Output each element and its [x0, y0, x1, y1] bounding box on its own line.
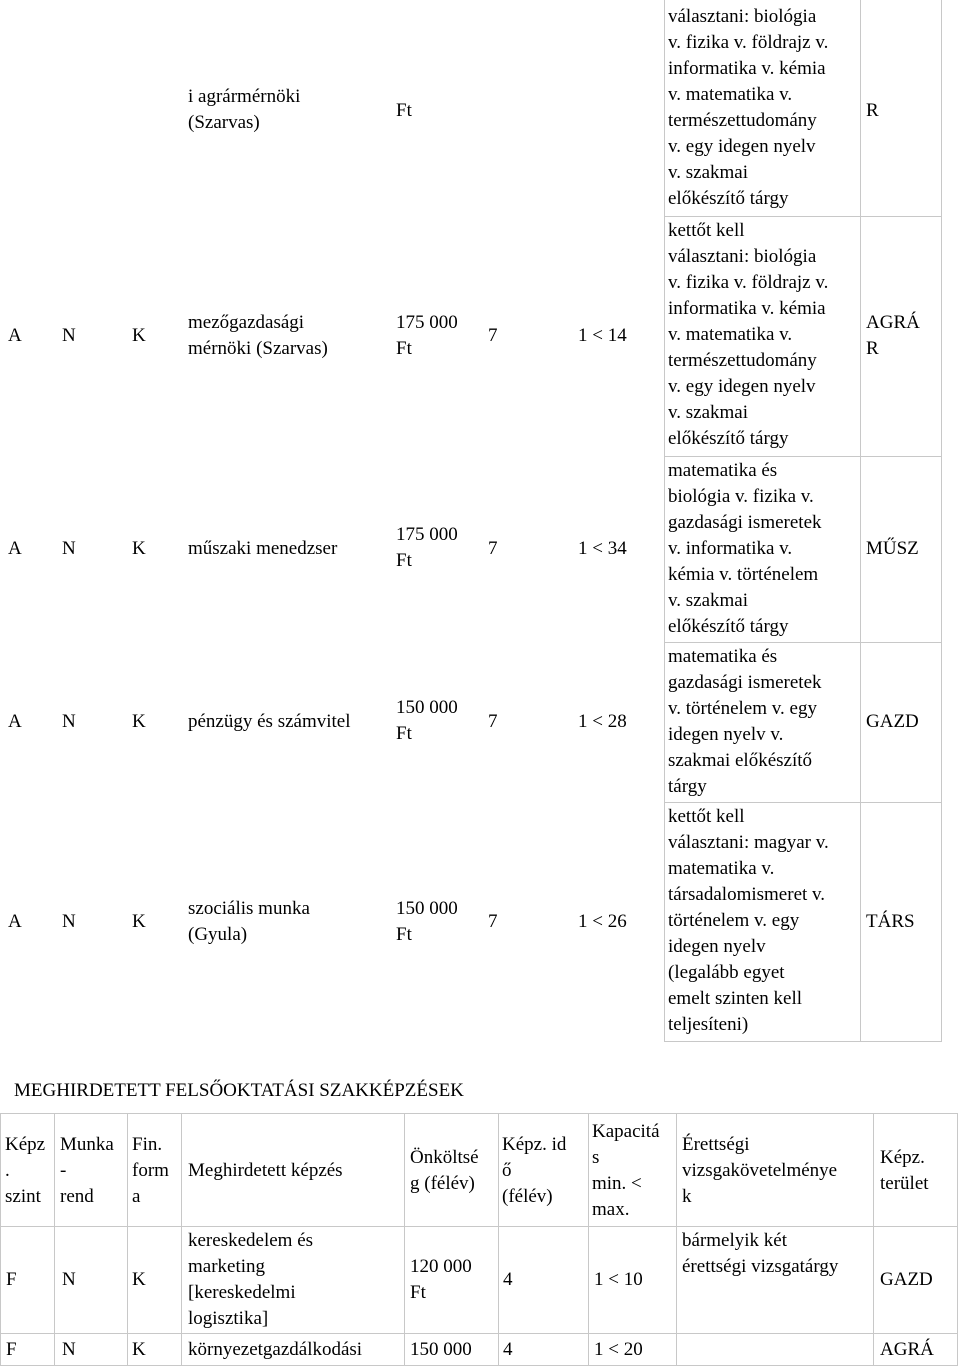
program-name: műszaki menedzser	[188, 538, 338, 559]
duration-semesters: 7	[488, 911, 498, 932]
header-schedule: Munka - rend	[60, 1134, 114, 1207]
exam-requirements: választani: biológia v. fizika v. földrajz v. informatika v. kémia v. matematika v. természettudomány v. egy idegen nyelv v. szakmai előkészítő tárgy	[668, 6, 829, 209]
header-tuition: Önköltsé g (félév)	[410, 1147, 479, 1194]
lower-header-divider	[0, 1226, 958, 1227]
level-code: A	[8, 911, 22, 932]
header-level: Képz . szint	[5, 1134, 46, 1207]
schedule-code: N	[62, 1269, 76, 1290]
exam-requirements: matematika és gazdasági ismeretek v. történelem v. egy idegen nyelv v. szakmai előkészítő tárgy	[668, 646, 822, 797]
header-duration: Képz. id ő (félév)	[502, 1134, 567, 1207]
field-code: R	[866, 100, 879, 121]
capacity-range: 1 < 34	[578, 538, 627, 559]
program-name: mezőgazdasági mérnöki (Szarvas)	[188, 312, 328, 359]
schedule-code: N	[62, 325, 76, 346]
lower-col-divider	[873, 1113, 874, 1366]
field-code: GAZD	[880, 1269, 933, 1290]
exam-requirements: matematika és biológia v. fizika v. gazdasági ismeretek v. informatika v. kémia v. történelem v. szakmai előkészítő tárgy	[668, 460, 822, 637]
financing-code: K	[132, 325, 146, 346]
capacity-range: 1 < 14	[578, 325, 627, 346]
financing-code: K	[132, 538, 146, 559]
header-financing: Fin. form a	[132, 1134, 169, 1207]
exam-requirements: kettőt kell választani: magyar v. matematika v. társadalomismeret v. történelem v. egy idegen nyelv (legalább egyet emelt szinten kell teljesíteni)	[668, 806, 829, 1035]
level-code: A	[8, 711, 22, 732]
financing-code: K	[132, 1339, 146, 1360]
tuition-fee: 175 000 Ft	[396, 524, 458, 571]
upper-table-border-mid	[860, 0, 861, 1042]
lower-col-divider	[54, 1113, 55, 1366]
schedule-code: N	[62, 538, 76, 559]
field-code: AGRÁ	[880, 1339, 934, 1360]
schedule-code: N	[62, 911, 76, 932]
upper-table-border-left	[664, 0, 665, 1042]
tuition-fee: 150 000 Ft	[396, 697, 458, 744]
financing-code: K	[132, 911, 146, 932]
upper-table-bottom	[664, 1041, 941, 1042]
header-capacity: Kapacitá s min. < max.	[592, 1121, 660, 1220]
lower-col-divider	[0, 1113, 1, 1366]
header-field: Képz. terület	[880, 1147, 929, 1194]
upper-table-border-right	[941, 0, 942, 1042]
schedule-code: N	[62, 711, 76, 732]
exam-requirements: kettőt kell választani: biológia v. fizika v. földrajz v. informatika v. kémia v. matematika v. természettudomány v. egy idegen nyelv v. szakmai előkészítő tárgy	[668, 220, 829, 449]
tuition-fee: 120 000 Ft	[410, 1256, 472, 1303]
lower-col-divider	[588, 1113, 589, 1366]
lower-row-divider	[0, 1333, 958, 1334]
tuition-fee: 150 000	[410, 1339, 472, 1360]
upper-row-divider	[664, 216, 941, 217]
lower-col-divider	[127, 1113, 128, 1366]
tuition-fee: 150 000 Ft	[396, 898, 458, 945]
duration-semesters: 7	[488, 325, 498, 346]
level-code: F	[6, 1339, 17, 1360]
capacity-range: 1 < 20	[594, 1339, 643, 1360]
capacity-range: 1 < 10	[594, 1269, 643, 1290]
field-code: AGRÁ R	[866, 312, 920, 359]
lower-col-divider	[498, 1113, 499, 1366]
duration-semesters: 7	[488, 538, 498, 559]
duration-semesters: 7	[488, 711, 498, 732]
level-code: A	[8, 538, 22, 559]
level-code: A	[8, 325, 22, 346]
upper-row-divider	[664, 456, 941, 457]
upper-row-divider	[664, 802, 941, 803]
financing-code: K	[132, 1269, 146, 1290]
lower-col-divider	[676, 1113, 677, 1366]
lower-col-divider	[404, 1113, 405, 1366]
field-code: MŰSZ	[866, 538, 919, 559]
capacity-range: 1 < 26	[578, 911, 627, 932]
upper-row-divider	[664, 642, 941, 643]
program-name: környezetgazdálkodási	[188, 1339, 363, 1360]
program-name: pénzügy és számvitel	[188, 711, 351, 732]
section-title: MEGHIRDETETT FELSŐOKTATÁSI SZAKKÉPZÉSEK	[14, 1080, 464, 1101]
program-name: szociális munka (Gyula)	[188, 898, 310, 945]
tuition-fee: Ft	[396, 100, 412, 121]
field-code: GAZD	[866, 711, 919, 732]
lower-col-divider	[957, 1113, 958, 1366]
lower-table-top	[0, 1113, 958, 1114]
schedule-code: N	[62, 1339, 76, 1360]
capacity-range: 1 < 28	[578, 711, 627, 732]
financing-code: K	[132, 711, 146, 732]
duration-semesters: 4	[503, 1339, 513, 1360]
tuition-fee: 175 000 Ft	[396, 312, 458, 359]
header-exam-requirements: Érettségi vizsgakövetelménye k	[682, 1134, 838, 1207]
exam-requirements: bármelyik két érettségi vizsgatárgy	[682, 1230, 839, 1277]
duration-semesters: 4	[503, 1269, 513, 1290]
program-name: i agrármérnöki (Szarvas)	[188, 86, 301, 133]
lower-col-divider	[181, 1113, 182, 1366]
level-code: F	[6, 1269, 17, 1290]
lower-table-bottom	[0, 1365, 958, 1366]
program-name: kereskedelem és marketing [kereskedelmi logisztika]	[188, 1230, 314, 1329]
field-code: TÁRS	[866, 911, 915, 932]
header-program: Meghirdetett képzés	[188, 1160, 343, 1181]
